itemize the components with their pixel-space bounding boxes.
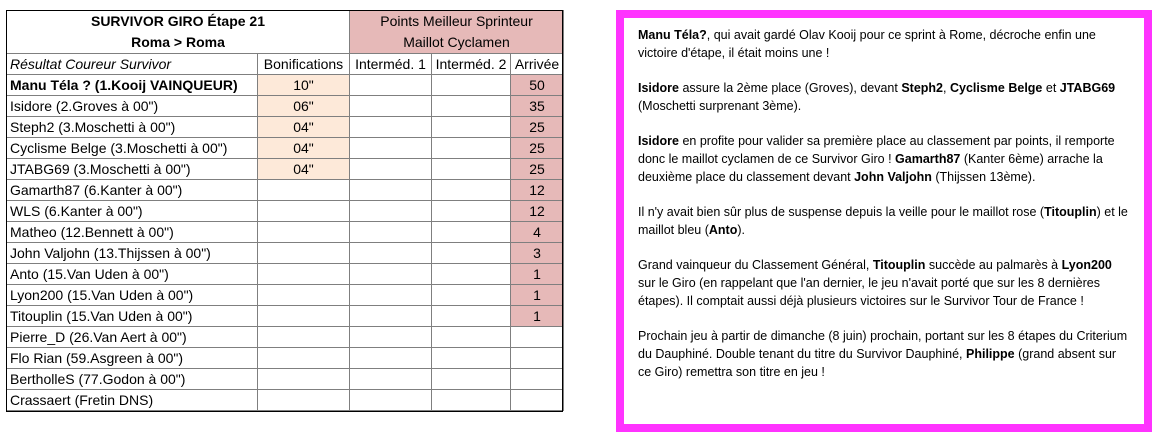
bonification-cell: 06": [258, 96, 350, 117]
highlighted-name: Titouplin: [1044, 205, 1097, 219]
table-row: [7, 390, 564, 411]
text-segment: succède au palmarès à: [925, 258, 1062, 272]
highlighted-name: Anto: [708, 223, 738, 237]
rider-cell: Manu Téla ? (1.Kooij VAINQUEUR): [7, 75, 258, 96]
text-segment: assure la 2ème place (Groves), devant: [679, 81, 902, 95]
inter1-cell: [350, 327, 432, 348]
bonification-cell: 04": [258, 138, 350, 159]
rider-cell: WLS (6.Kanter à 00"): [7, 201, 258, 222]
commentary-paragraph: [638, 327, 1130, 381]
header-inter2: Interméd. 2: [432, 54, 511, 75]
highlighted-name: JTABG69: [1059, 81, 1116, 95]
rider-cell: Crassaert (Fretin DNS): [7, 390, 258, 411]
stage-title: [7, 11, 350, 54]
highlighted-name: Titouplin: [872, 258, 926, 272]
arrivee-cell: 25: [511, 117, 564, 138]
inter1-cell: [350, 306, 432, 327]
header-inter1: Interméd. 1: [350, 54, 432, 75]
bonification-cell: [258, 327, 350, 348]
table-row: [7, 75, 564, 96]
arrivee-cell: 1: [511, 306, 564, 327]
rider-cell: John Valjohn (13.Thijssen à 00"): [7, 243, 258, 264]
bonification-cell: 10": [258, 75, 350, 96]
stage-title-line1: SURVIVOR GIRO Étape 21: [90, 13, 265, 29]
arrivee-cell: [511, 348, 564, 369]
inter1-cell: [350, 264, 432, 285]
table-row: [7, 96, 564, 117]
arrivee-cell: 12: [511, 201, 564, 222]
table-row: [7, 348, 564, 369]
inter2-cell: [432, 327, 511, 348]
rider-cell: Gamarth87 (6.Kanter à 00"): [7, 180, 258, 201]
table-row: [7, 159, 564, 180]
inter2-cell: [432, 243, 511, 264]
arrivee-cell: 25: [511, 138, 564, 159]
inter2-cell: [432, 117, 511, 138]
highlighted-name: Isidore: [638, 81, 679, 95]
rider-cell: Steph2 (3.Moschetti à 00"): [7, 117, 258, 138]
bonification-cell: [258, 390, 350, 411]
text-segment: (Thijssen 13ème).: [931, 170, 1036, 184]
inter1-cell: [350, 96, 432, 117]
highlighted-name: Gamarth87: [895, 152, 961, 166]
inter1-cell: [350, 243, 432, 264]
arrivee-cell: [511, 390, 564, 411]
inter1-cell: [350, 222, 432, 243]
inter1-cell: [350, 201, 432, 222]
inter2-cell: [432, 369, 511, 390]
commentary-box: [616, 10, 1152, 432]
highlighted-name: Manu Téla?: [638, 28, 707, 42]
table-row: [7, 243, 564, 264]
inter2-cell: [432, 390, 511, 411]
column-header-row: [7, 54, 564, 75]
text-segment: , qui avait gardé Olav Kooij pour ce sprint à Rome, décroche enfin une victoire d'étape, il était moins une !: [638, 28, 1096, 60]
points-title: [350, 11, 564, 54]
bonification-cell: [258, 264, 350, 285]
table-row: [7, 369, 564, 390]
header-arrivee: Arrivée: [511, 54, 564, 75]
results-table: [6, 10, 564, 411]
inter1-cell: [350, 180, 432, 201]
bonification-cell: [258, 348, 350, 369]
arrivee-cell: [511, 327, 564, 348]
rider-cell: Pierre_D (26.Van Aert à 00"): [7, 327, 258, 348]
rider-cell: Isidore (2.Groves à 00"): [7, 96, 258, 117]
inter1-cell: [350, 75, 432, 96]
rider-cell: BertholleS (77.Godon à 00"): [7, 369, 258, 390]
header-bonifications: Bonifications: [258, 54, 350, 75]
rider-cell: Cyclisme Belge (3.Moschetti à 00"): [7, 138, 258, 159]
title-row: [7, 11, 564, 54]
arrivee-cell: 50: [511, 75, 564, 96]
text-segment: Grand vainqueur du Classement Général,: [638, 258, 873, 272]
rider-cell: Titouplin (15.Van Uden à 00"): [7, 306, 258, 327]
inter2-cell: [432, 348, 511, 369]
bonification-cell: [258, 180, 350, 201]
arrivee-cell: 35: [511, 96, 564, 117]
stage-title-line2: Roma > Roma: [131, 34, 225, 50]
text-segment: sur le Giro (en rappelant que l'an dernier, le jeu n'avait porté que sur les 8 dernières étapes). Il comptait aussi déjà plusieurs victoires sur le Survivor Tour de France !: [638, 276, 1100, 308]
bonification-cell: [258, 243, 350, 264]
highlighted-name: Lyon200: [1061, 258, 1112, 272]
arrivee-cell: 3: [511, 243, 564, 264]
table-row: [7, 285, 564, 306]
table-row: [7, 264, 564, 285]
rider-cell: Matheo (12.Bennett à 00"): [7, 222, 258, 243]
bonification-cell: [258, 369, 350, 390]
highlighted-name: Isidore: [638, 134, 679, 148]
arrivee-cell: 25: [511, 159, 564, 180]
rider-cell: Anto (15.Van Uden à 00"): [7, 264, 258, 285]
text-segment: Il n'y avait bien sûr plus de suspense depuis la veille pour le maillot rose (: [638, 205, 1045, 219]
inter1-cell: [350, 159, 432, 180]
inter2-cell: [432, 180, 511, 201]
inter2-cell: [432, 222, 511, 243]
inter1-cell: [350, 390, 432, 411]
inter2-cell: [432, 96, 511, 117]
text-segment: Prochain jeu à partir de dimanche (8 juin) prochain, portant sur les 8 étapes du Criterium du Dauphiné. Double tenant du titre du Survivor Dauphiné,: [638, 329, 1128, 361]
inter2-cell: [432, 306, 511, 327]
text-segment: (Moschetti surprenant 3ème).: [638, 99, 802, 113]
table-row: [7, 138, 564, 159]
table-row: [7, 327, 564, 348]
commentary-paragraph: [638, 256, 1130, 310]
inter2-cell: [432, 201, 511, 222]
arrivee-cell: 4: [511, 222, 564, 243]
inter2-cell: [432, 264, 511, 285]
highlighted-name: Philippe: [966, 347, 1015, 361]
points-title-line2: Maillot Cyclamen: [403, 34, 510, 50]
arrivee-cell: 1: [511, 285, 564, 306]
inter2-cell: [432, 138, 511, 159]
highlighted-name: John Valjohn: [854, 170, 932, 184]
table-row: [7, 306, 564, 327]
table-row: [7, 201, 564, 222]
arrivee-cell: 12: [511, 180, 564, 201]
bonification-cell: [258, 285, 350, 306]
text-segment: ).: [737, 223, 745, 237]
inter2-cell: [432, 159, 511, 180]
points-title-line1: Points Meilleur Sprinteur: [380, 13, 533, 29]
rider-cell: JTABG69 (3.Moschetti à 00"): [7, 159, 258, 180]
rider-cell: Lyon200 (15.Van Uden à 00"): [7, 285, 258, 306]
text-segment: ,: [943, 81, 950, 95]
bonification-cell: 04": [258, 117, 350, 138]
bonification-cell: [258, 201, 350, 222]
text-segment: (grand absent sur ce Giro) remettra son titre en jeu !: [638, 347, 1117, 379]
commentary-paragraph: [638, 79, 1130, 115]
commentary-paragraph: [638, 132, 1130, 186]
inter2-cell: [432, 285, 511, 306]
inter1-cell: [350, 348, 432, 369]
bonification-cell: [258, 306, 350, 327]
table-row: [7, 180, 564, 201]
arrivee-cell: 1: [511, 264, 564, 285]
table-row: [7, 222, 564, 243]
inter1-cell: [350, 369, 432, 390]
text-segment: ) et le maillot bleu (: [638, 205, 1128, 237]
rider-cell: Flo Rian (59.Asgreen à 00"): [7, 348, 258, 369]
arrivee-cell: [511, 369, 564, 390]
highlighted-name: Steph2: [901, 81, 944, 95]
text-segment: et: [1042, 81, 1060, 95]
bonification-cell: [258, 222, 350, 243]
inter1-cell: [350, 117, 432, 138]
table-row: [7, 117, 564, 138]
header-result: Résultat Coureur Survivor: [7, 54, 258, 75]
text-segment: (Kanter 6ème) arrache la deuxième place du classement devant: [638, 152, 1103, 184]
highlighted-name: Cyclisme Belge: [949, 81, 1043, 95]
bonification-cell: 04": [258, 159, 350, 180]
inter1-cell: [350, 138, 432, 159]
text-segment: en profite pour valider sa première place au classement par points, il remporte donc le maillot cyclamen de ce Survivor Giro !: [638, 134, 1115, 166]
inter1-cell: [350, 285, 432, 306]
commentary-paragraph: [638, 203, 1130, 239]
commentary-paragraph: [638, 26, 1130, 62]
inter2-cell: [432, 75, 511, 96]
